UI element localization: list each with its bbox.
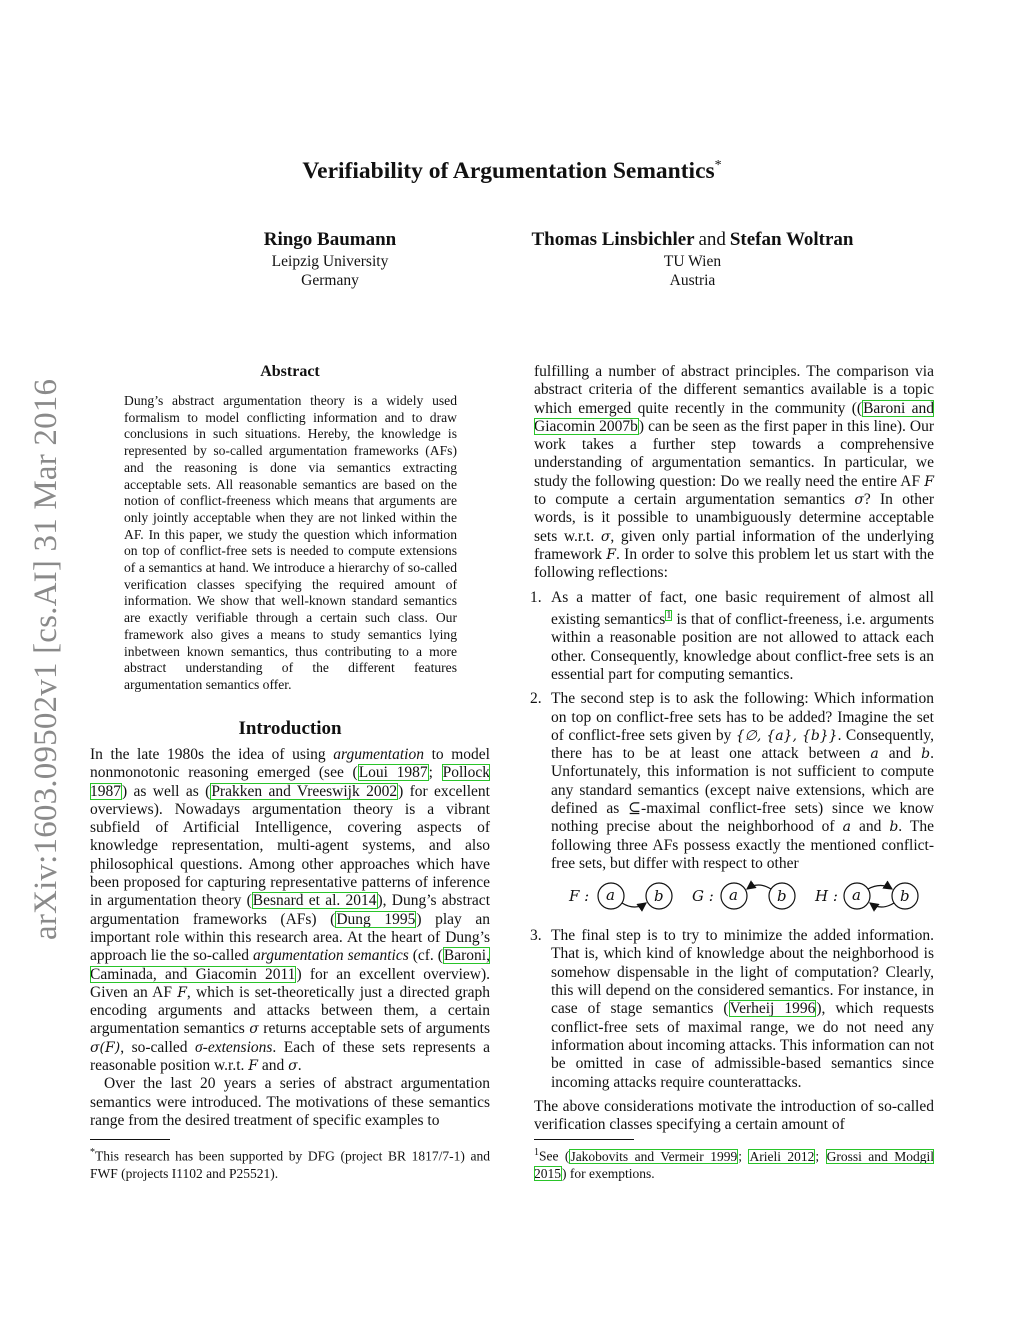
footnote-funding: *This research has been supported by DFG (project BR 1817/7-1) and FWF (projects I1102 and P25521). (90, 1147, 490, 1181)
citation-link[interactable]: Loui 1987 (358, 764, 428, 782)
af-label-g: G : (692, 887, 714, 905)
abstract-text: Dung’s abstract argumentation theory is a widely used formalism to model conflicting information and to draw conclusions in such situations. Hereby, the knowledge is represented by so-called argumentation frameworks (AFs) and the reasoning is done via semantics extracting acceptable sets. All reasonable semantics are based on the notion of conflict-freeness which means that arguments are only jointly acceptable when they are not linked within the AF. In this paper, we study the question which information on top of conflict-free sets is needed to compute extensions of a semantics at hand. We introduce a hierarchy of so-called verification classes specifying the required amount of information. We show that well-known standard semantics are exactly verifiable through a certain such class. Our framework also gives a means to study semantics lying inbetween known semantics, thus contributing to a more abstract understanding of the different features argumentation semantics offer. (124, 393, 457, 692)
af-label-h: H : (815, 887, 838, 905)
left-column (90, 746, 490, 1130)
footnote-exemptions: $^1$See (Jakobovits and Vermeir 1999; Arieli 2012; Grossi and Modgil 2015) for exemptions. (534, 1147, 934, 1181)
section-heading-introduction: Introduction (238, 718, 342, 739)
arxiv-identifier: arXiv:1603.09502v1 [cs.AI] 31 Mar 2016 (28, 378, 64, 940)
af-attack-edge (868, 886, 892, 890)
citation-link[interactable]: Besnard et al. 2014 (252, 892, 377, 910)
footnote-rule (90, 1139, 170, 1140)
citation-link[interactable]: Dung 1995 (336, 910, 416, 928)
abstract-heading: Abstract (260, 363, 320, 380)
right-paragraph-last: The above considerations motivate the introduction of so-called verification classes specifying a certain amount of (534, 1097, 934, 1134)
author-affiliation: Leipzig University (271, 253, 389, 270)
citation-link[interactable]: Arieli 2012 (749, 1148, 815, 1164)
author-and: and (698, 229, 726, 250)
citation-link[interactable]: Verheij 1996 (729, 1000, 816, 1018)
af-node-label: b (900, 887, 910, 905)
citation-link[interactable]: Pollock 1987 (90, 764, 490, 800)
author-name: Stefan Woltran (729, 229, 854, 250)
list-item: 2. The second step is to ask the following: Which information on top on conflict-free sets has to be added? Imagine the set of conflict-free sets given by {∅, {a}, {b}}. Consequently, there has to be at least one attack between a and b. Unfortunately, this information is not sufficient to compute any standard semantics (except naive extensions, which are defined as ⊆-maximal conflict-free sets) since we know nothing precise about the neighborhood of a and b. The following three AFs possess exactly the mentioned conflict-free sets, but differ with respect to other (534, 690, 934, 921)
citation-link[interactable]: Prakken and Vreeswijk 2002 (211, 782, 398, 800)
footnote-link[interactable]: 1 (666, 609, 672, 621)
author-country: Austria (669, 272, 716, 289)
right-column (530, 363, 935, 1134)
title-footnote-mark[interactable]: * (714, 158, 722, 174)
author-block-baumann (230, 228, 430, 290)
citation-link[interactable]: Grossi and Modgil 2015 (534, 1148, 934, 1181)
author-name: Thomas Linsbichler (531, 229, 695, 250)
af-attack-edge (870, 903, 894, 907)
citation-link[interactable]: Baroni, Caminada, and Giacomin 2011 (90, 947, 490, 983)
citation-link[interactable]: Baroni and Giacomin 2007b (534, 399, 934, 435)
list-item: 3. The final step is to try to minimize the added information. That is, which kind of knowledge about the neighborhood is somehow dispensable in the light of computation? Clearly, this will depend on the considered semantics. For instance, in case of stage semantics (Verheij 1996), which requests conflict-free sets of maximal range, we do not need any information about incoming attacks. This information can not be omitted in case of admissible-based semantics since incoming attacks require counterattacks. (530, 927, 934, 1091)
intro-paragraph-2: Over the last 20 years a series of abstract argumentation semantics were introduced. The motivations of these semantics range from the desired treatment of specific examples to (90, 1075, 490, 1129)
right-paragraph-1: fulfilling a number of abstract principles. The comparison via abstract criteria of the different semantics available is a topic which emerged quite recently in the community ((Baroni and Giacomin 2007b) can be seen as the first paper in this line). Our work takes a further step towards a comprehensive understanding of argumentation semantics. In particular, we study the following question: Do we really need the entire AF F to compute a certain argumentation semantics σ? In other words, is it possible to unambiguously determine acceptable sets w.r.t. σ, given only partial information of the underlying framework F. In order to solve this problem let us start with the following reflections: (534, 363, 935, 582)
author-block-tuwien (495, 228, 890, 290)
af-attack-edge (622, 903, 646, 907)
af-node-label: a (852, 886, 861, 904)
af-graph-figure (534, 878, 934, 914)
author-affiliation: TU Wien (663, 253, 722, 270)
af-node-label: a (729, 886, 738, 904)
author-country: Germany (301, 272, 359, 289)
af-label-f: F : (569, 887, 590, 905)
af-attack-edge (747, 885, 771, 889)
af-node-label: b (777, 887, 787, 905)
author-name: Ringo Baumann (263, 229, 397, 250)
af-node-label: a (606, 886, 615, 904)
reflections-list (530, 588, 935, 1092)
footnote-rule (534, 1139, 634, 1140)
intro-paragraph-1: In the late 1980s the idea of using argumentation to model nonmonotonic reasoning emerged (see (Loui 1987; Pollock 1987) as well as (Prakken and Vreeswijk 2002) for excellent overviews). Nowadays argumentation theory is a vibrant subfield of Artificial Intelligence, covering aspects of knowledge representation, multi-agent systems, and also philosophical questions. Among other approaches which have been proposed for capturing representative patterns of inference in argumentation theory (Besnard et al. 2014), Dung’s abstract argumentation frameworks (AFs) (Dung 1995) play an important role within this research area. At the heart of Dung’s approach lie the so-called argumentation semantics (cf. (Baroni, Caminada, and Giacomin 2011) for an excellent overview). Given an AF F, which is set-theoretically just a directed graph encoding arguments and attacks between them, a certain argumentation semantics σ returns acceptable sets of arguments σ(F), so-called σ-extensions. Each of these sets represents a reasonable position w.r.t. F and σ. (90, 746, 491, 1075)
paper-title: Verifiability of Argumentation Semantics* (302, 158, 722, 184)
author-names (495, 228, 890, 252)
citation-link[interactable]: Jakobovits and Vermeir 1999 (570, 1148, 738, 1164)
af-node-label: b (654, 887, 664, 905)
list-item: 1. As a matter of fact, one basic requirement of almost all existing semantics$^1$ is that of conflict-freeness, i.e. arguments within a reasonable position are not allowed to attack each other. Consequently, knowledge about conflict-free sets is an essential part for computing semantics. (530, 588, 935, 683)
